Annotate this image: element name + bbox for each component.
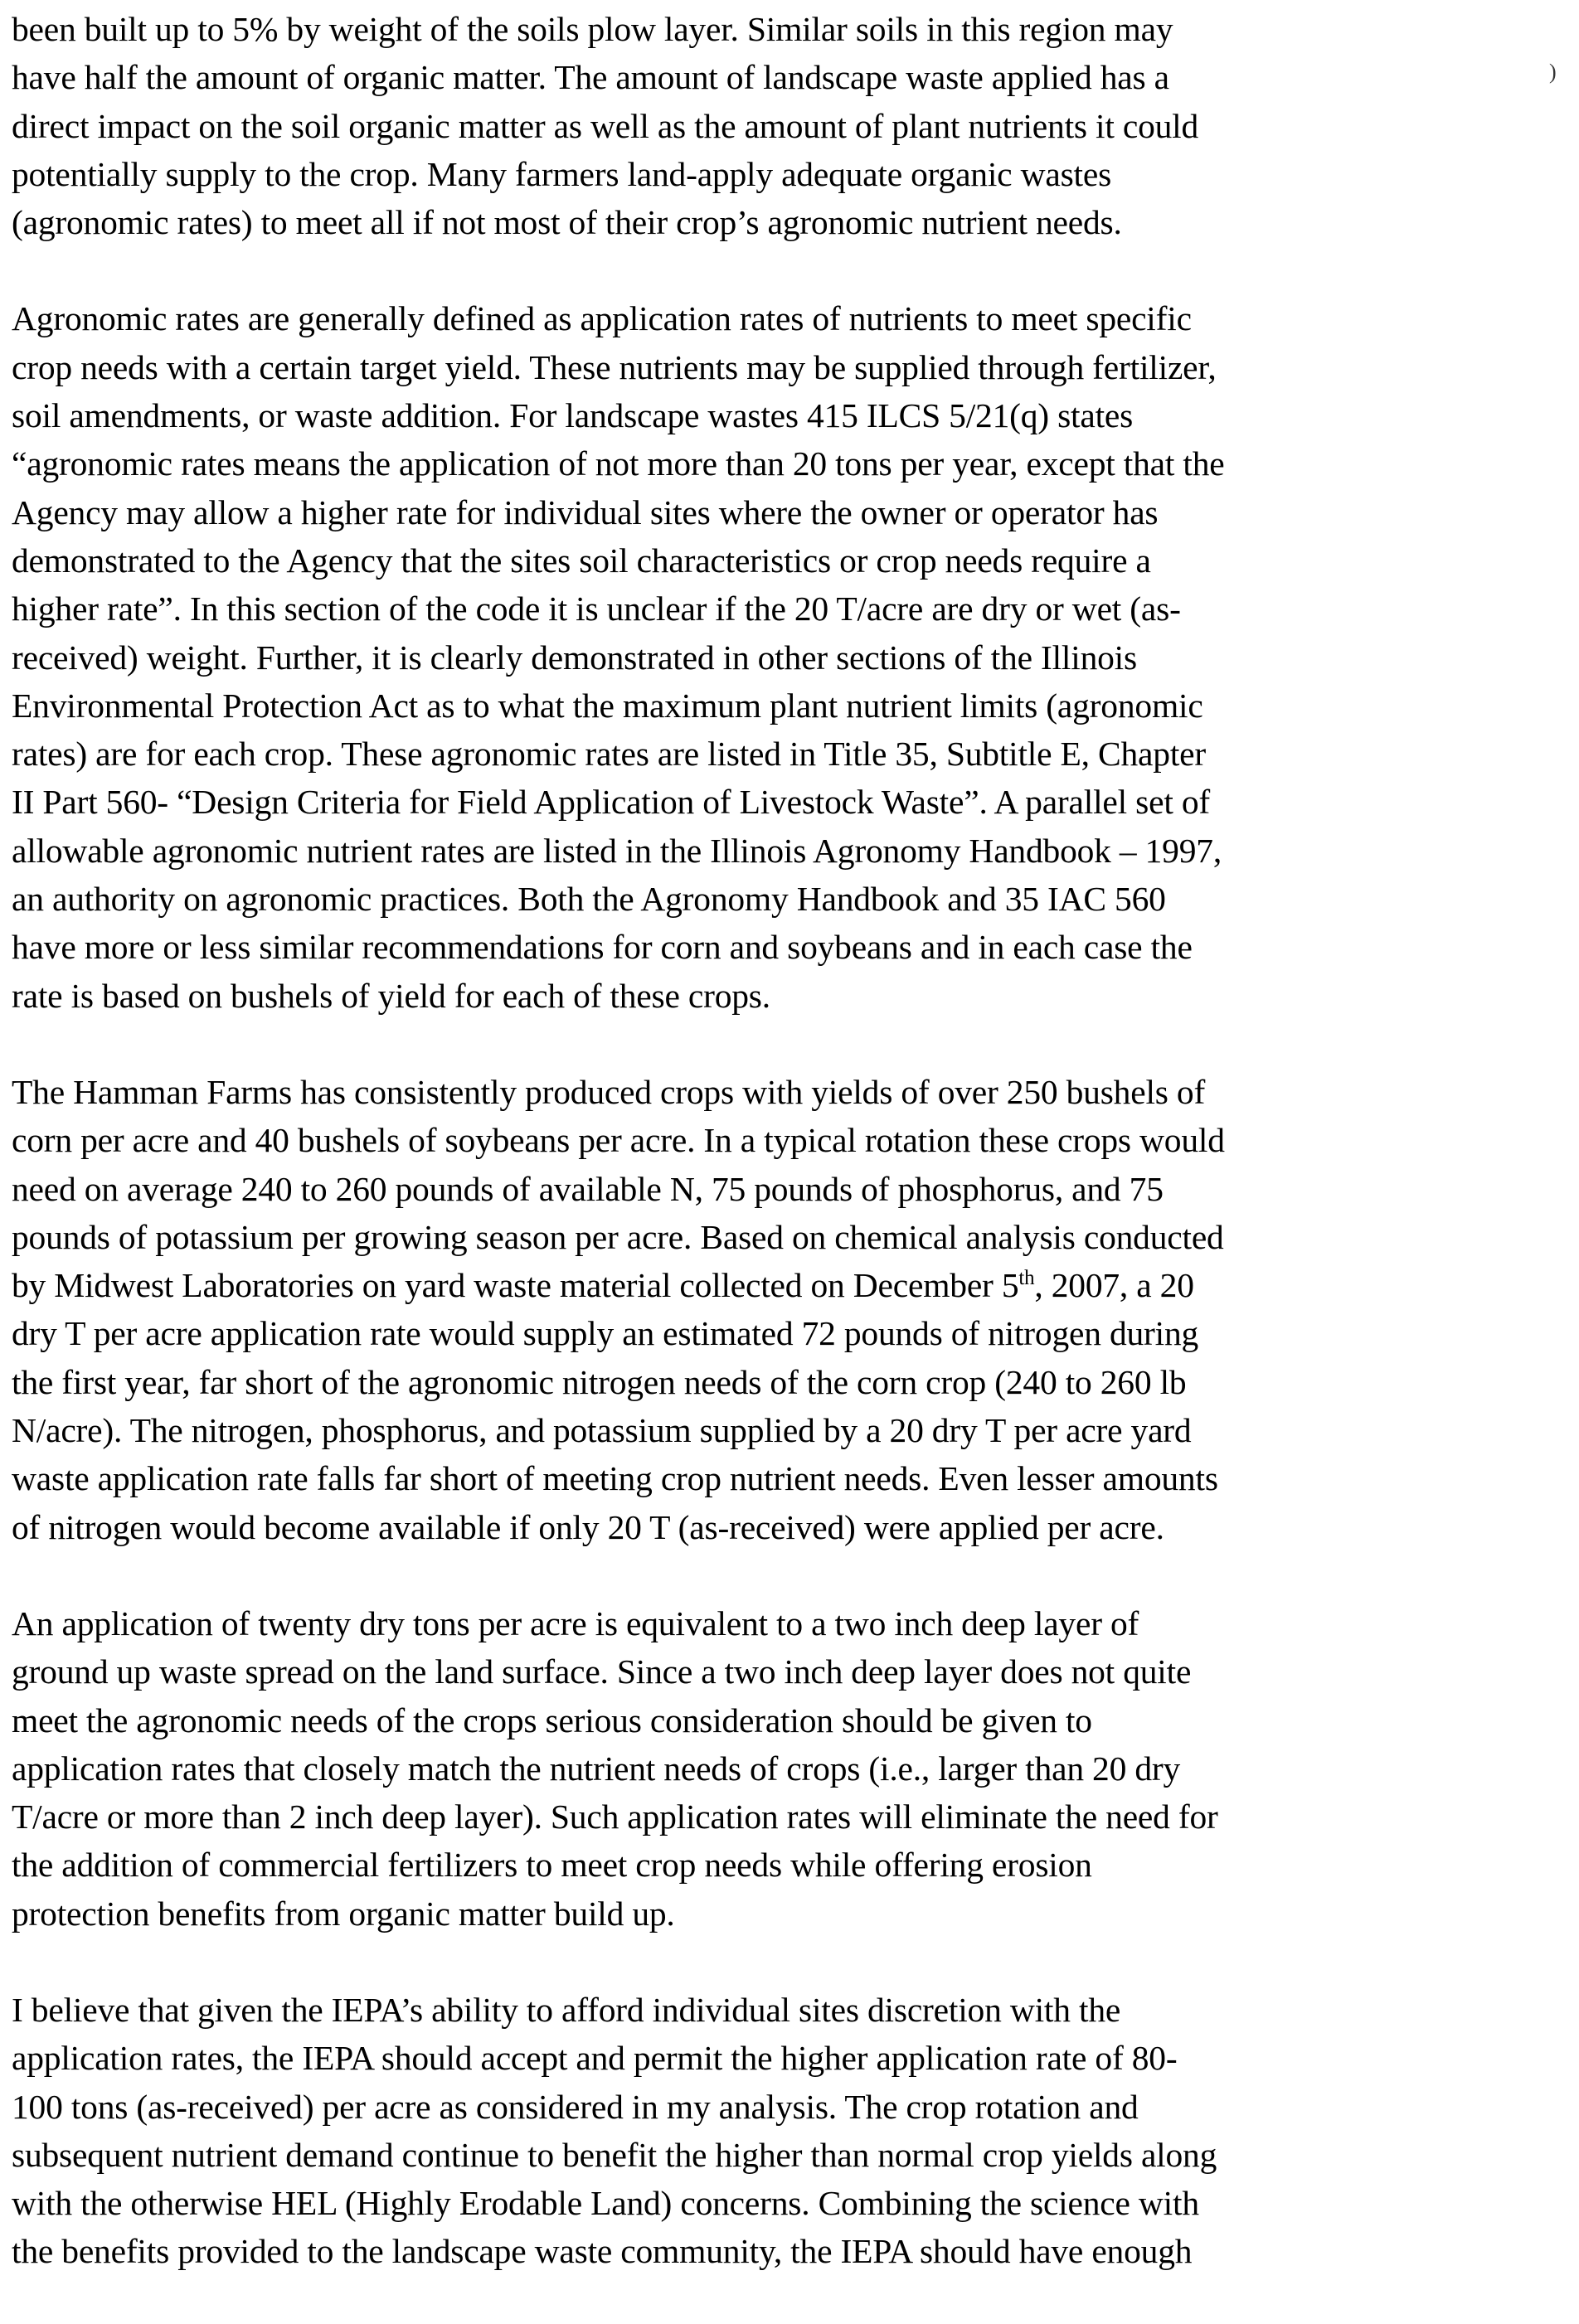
text-line: 100 tons (as-received) per acre as considered in my analysis. The crop rotation and [12,2087,1139,2126]
text-line: have more or less similar recommendations for corn and soybeans and in each case the [12,928,1193,967]
text-line: The Hamman Farms has consistently produced crops with yields of over 250 bushels of [12,1072,1206,1111]
text-line: rates) are for each crop. These agronomic rates are listed in Title 35, Subtitle E, Chapter [12,735,1206,774]
document-body [12,5,1504,2324]
text-line: need on average 240 to 260 pounds of available N, 75 pounds of phosphorus, and 75 [12,1169,1164,1208]
text-line: direct impact on the soil organic matter as well as the amount of plant nutrients it could [12,106,1199,145]
text-line: the first year, far short of the agronomic nitrogen needs of the corn crop (240 to 260 lb [12,1362,1187,1401]
text-line: the addition of commercial fertilizers to meet crop needs while offering erosion [12,1846,1092,1885]
text-line: rate is based on bushels of yield for each of these crops. [12,976,770,1015]
text-line: ground up waste spread on the land surface. Since a two inch deep layer does not quite [12,1652,1192,1691]
text-line-segment: by Midwest Laboratories on yard waste material collected on December 5 [12,1266,1019,1305]
paragraph-hamman-farms [12,1068,1504,1551]
text-line: application rates that closely match the nutrient needs of crops (i.e., larger than 20 dry [12,1749,1181,1788]
paragraph-iepa-recommendation [12,1986,1504,2276]
text-line: T/acre or more than 2 inch deep layer). Such application rates will eliminate the need for [12,1798,1218,1836]
paragraph-application-depth [12,1599,1504,1938]
text-line: An application of twenty dry tons per acre is equivalent to a two inch deep layer of [12,1604,1139,1642]
paragraph-soil-organic-matter [12,5,1504,246]
text-line: allowable agronomic nutrient rates are listed in the Illinois Agronomy Handbook – 1997, [12,831,1222,870]
text-line: been built up to 5% by weight of the soils plow layer. Similar soils in this region may [12,10,1173,48]
text-line: of nitrogen would become available if only 20 T (as-received) were applied per acre. [12,1507,1164,1546]
text-line: received) weight. Further, it is clearly demonstrated in other sections of the Illinois [12,638,1137,677]
text-line-with-date [12,1261,1504,1309]
text-line: have half the amount of organic matter. The amount of landscape waste applied has a [12,58,1169,97]
text-line: corn per acre and 40 bushels of soybeans per acre. In a typical rotation these crops would [12,1121,1225,1160]
text-line: crop needs with a certain target yield. These nutrients may be supplied through fertilizer, [12,347,1217,386]
text-line: application rates, the IEPA should accept and permit the higher application rate of 80- [12,2039,1178,2078]
text-line: pounds of potassium per growing season per acre. Based on chemical analysis conducted [12,1217,1224,1256]
text-line: with the otherwise HEL (Highly Erodable Land) concerns. Combining the science with [12,2184,1199,2223]
text-line: higher rate”. In this section of the code it is unclear if the 20 T/acre are dry or wet (as- [12,589,1181,628]
paragraph-agronomic-rates [12,294,1504,1019]
text-line: soil amendments, or waste addition. For landscape wastes 415 ILCS 5/21(q) states [12,396,1134,435]
text-line: waste application rate falls far short of meeting crop nutrient needs. Even lesser amounts [12,1459,1218,1498]
margin-mark: ) [1549,60,1557,84]
text-line: dry T per acre application rate would supply an estimated 72 pounds of nitrogen during [12,1314,1199,1353]
text-line: subsequent nutrient demand continue to benefit the higher than normal crop yields along [12,2135,1217,2174]
text-line: protection benefits from organic matter build up. [12,1894,675,1933]
text-line: N/acre). The nitrogen, phosphorus, and potassium supplied by a 20 dry T per acre yard [12,1411,1192,1450]
text-line: “agronomic rates means the application of not more than 20 tons per year, except that the [12,444,1225,483]
text-line: demonstrated to the Agency that the sites soil characteristics or crop needs require a [12,541,1151,580]
text-line: II Part 560- “Design Criteria for Field Application of Livestock Waste”. A parallel set of [12,783,1210,822]
text-line: I believe that given the IEPA’s ability to afford individual sites discretion with the [12,1990,1121,2029]
text-line: (agronomic rates) to meet all if not most of their crop’s agronomic nutrient needs. [12,203,1122,242]
text-line: the benefits provided to the landscape waste community, the IEPA should have enough [12,2232,1193,2271]
text-line: meet the agronomic needs of the crops serious consideration should be given to [12,1701,1092,1739]
text-line: Agency may allow a higher rate for individual sites where the owner or operator has [12,492,1159,531]
text-line: an authority on agronomic practices. Both the Agronomy Handbook and 35 IAC 560 [12,880,1166,919]
ordinal-superscript: th [1018,1267,1035,1290]
text-line: potentially supply to the crop. Many farmers land-apply adequate organic wastes [12,154,1112,193]
text-line: Environmental Protection Act as to what the maximum plant nutrient limits (agronomic [12,686,1203,725]
text-line-segment: , 2007, a 20 [1034,1266,1194,1305]
text-line: Agronomic rates are generally defined as application rates of nutrients to meet specific [12,299,1192,338]
